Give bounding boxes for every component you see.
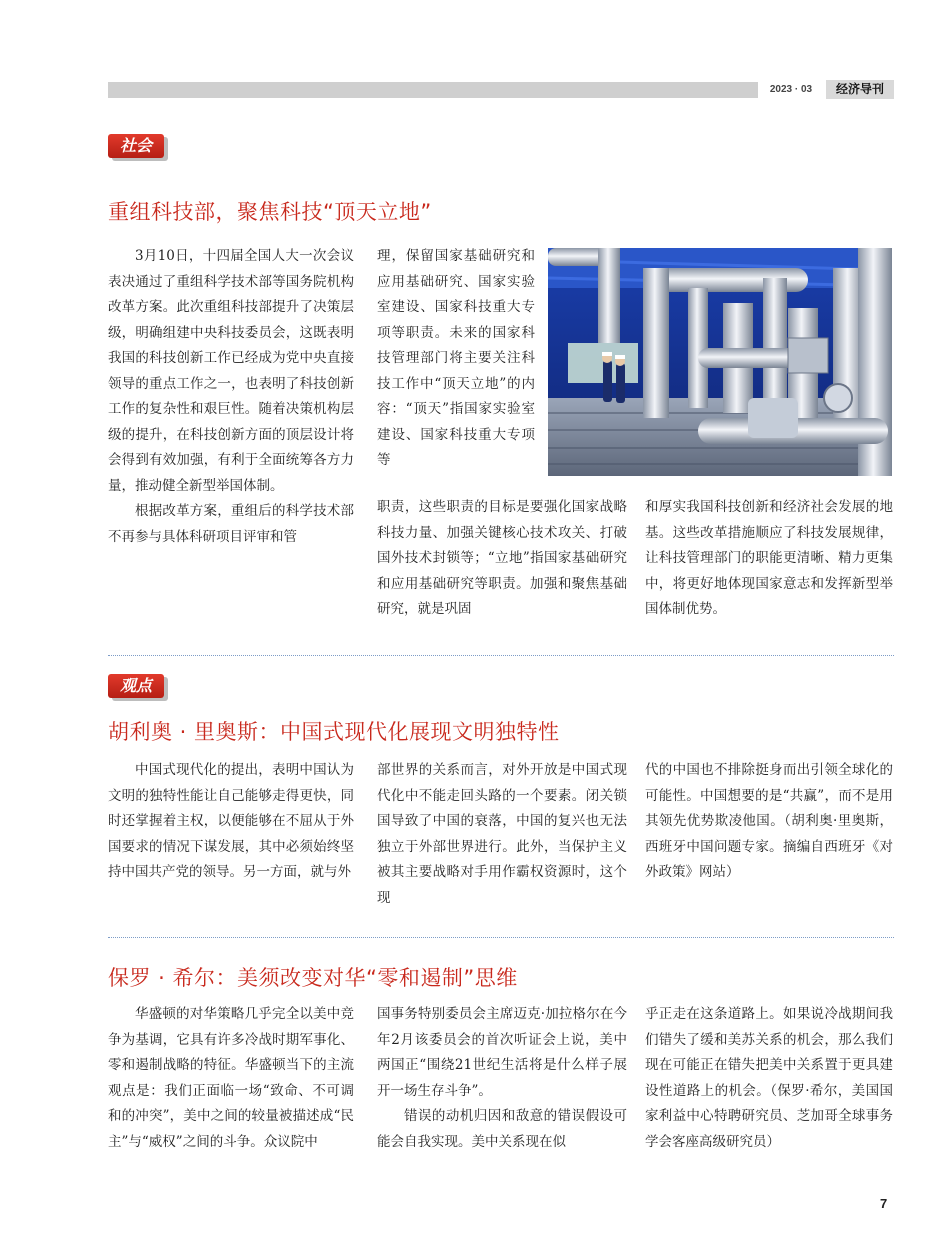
article-2-column-3 xyxy=(645,758,893,886)
article-3-column-1 xyxy=(108,1002,354,1155)
paragraph: 职责，这些职责的目标是要强化国家战略科技力量、加强关键核心技术攻关、打破国外技术封锁等；“立地”指国家基础研究和应用基础研究等职责。加强和聚焦基础研究，就是巩固 xyxy=(377,499,627,617)
article-title-1: 重组科技部，聚焦科技“顶天立地” xyxy=(108,200,432,224)
issue-number: 2023 · 03 xyxy=(769,84,813,95)
article-3-column-3 xyxy=(645,1002,893,1155)
header-bar xyxy=(108,82,758,98)
paragraph: 部世界的关系而言，对外开放是中国式现代化中不能走回头路的一个要素。闭关锁国导致了中国的衰落，中国的复兴也无法独立于外部世界进行。此外，当保护主义被其主要战略对手用作霸权资源时，这个现 xyxy=(377,762,627,906)
article-title-3: 保罗 · 希尔：美须改变对华“零和遏制”思维 xyxy=(108,966,518,990)
article-1-column-3 xyxy=(645,495,893,623)
lab-pipes-photo xyxy=(548,248,892,476)
article-2-column-1 xyxy=(108,758,354,886)
paragraph: 代的中国也不排除挺身而出引领全球化的可能性。中国想要的是“共赢”，而不是用其领先优势欺凌他国。（胡利奥·里奥斯，西班牙中国问题专家。摘编自西班牙《对外政策》网站） xyxy=(645,762,893,880)
page-number: 7 xyxy=(880,1196,888,1211)
paragraph: 3月10日，十四届全国人大一次会议表决通过了重组科学技术部等国务院机构改革方案。此次重组科技部提升了决策层级，明确组建中央科技委员会，这既表明我国的科技创新工作已经成为党中央直接领导的重点工作之一，也表明了科技创新工作的复杂性和艰巨性。随着决策机构层级的提升，在科技创新方面的顶层设计将会得到有效加强，有利于全面统筹各方力量，推动健全新型举国体制。 xyxy=(108,248,354,494)
paragraph: 理，保留国家基础研究和应用基础研究、国家实验室建设、国家科技重大专项等职责。未来的国家科技管理部门将主要关注科技工作中“顶天立地”的内容：“顶天”指国家实验室建设、国家科技重大专项等 xyxy=(377,248,535,468)
article-1-column-1 xyxy=(108,244,354,550)
article-1-column-2-upper xyxy=(377,244,535,474)
paragraph: 乎正走在这条道路上。如果说冷战期间我们错失了缓和美苏关系的机会，那么我们现在可能正在错失把美中关系置于更具建设性道路上的机会。（保罗·希尔，美国国家利益中心特聘研究员、芝加哥全球事务学会客座高级研究员） xyxy=(645,1006,893,1150)
article-2-column-2 xyxy=(377,758,627,911)
section-tag-opinion: 观点 xyxy=(108,674,164,698)
paragraph: 错误的动机归因和敌意的错误假设可能会自我实现。美中关系现在似 xyxy=(377,1108,627,1150)
paragraph: 和厚实我国科技创新和经济社会发展的地基。这些改革措施顺应了科技发展规律，让科技管理部门的职能更清晰、精力更集中，将更好地体现国家意志和发挥新型举国体制优势。 xyxy=(645,499,893,617)
paragraph: 根据改革方案，重组后的科学技术部不再参与具体科研项目评审和管 xyxy=(108,503,354,545)
paragraph: 国事务特别委员会主席迈克·加拉格尔在今年2月该委员会的首次听证会上说，美中两国正“围绕21世纪生活将是什么样子展开一场生存斗争”。 xyxy=(377,1006,627,1099)
paragraph: 华盛顿的对华策略几乎完全以美中竞争为基调，它具有许多冷战时期军事化、零和遏制战略的特征。华盛顿当下的主流观点是：我们正面临一场“致命、不可调和的冲突”，美中之间的较量被描述成“民主”与“威权”之间的斗争。众议院中 xyxy=(108,1006,354,1150)
section-tag-society: 社会 xyxy=(108,134,164,158)
section-divider xyxy=(108,937,894,938)
article-1-column-2-lower xyxy=(377,495,627,623)
magazine-name: 经济导刊 xyxy=(826,80,894,99)
section-divider xyxy=(108,655,894,656)
article-3-column-2 xyxy=(377,1002,627,1155)
paragraph: 中国式现代化的提出，表明中国认为文明的独特性能让自己能够走得更快，同时还掌握着主权，以便能够在不屈从于外国要求的情况下谋发展，其中必须始终坚持中国共产党的领导。另一方面，就与外 xyxy=(108,762,354,880)
article-title-2: 胡利奥 · 里奥斯：中国式现代化展现文明独特性 xyxy=(108,720,560,744)
